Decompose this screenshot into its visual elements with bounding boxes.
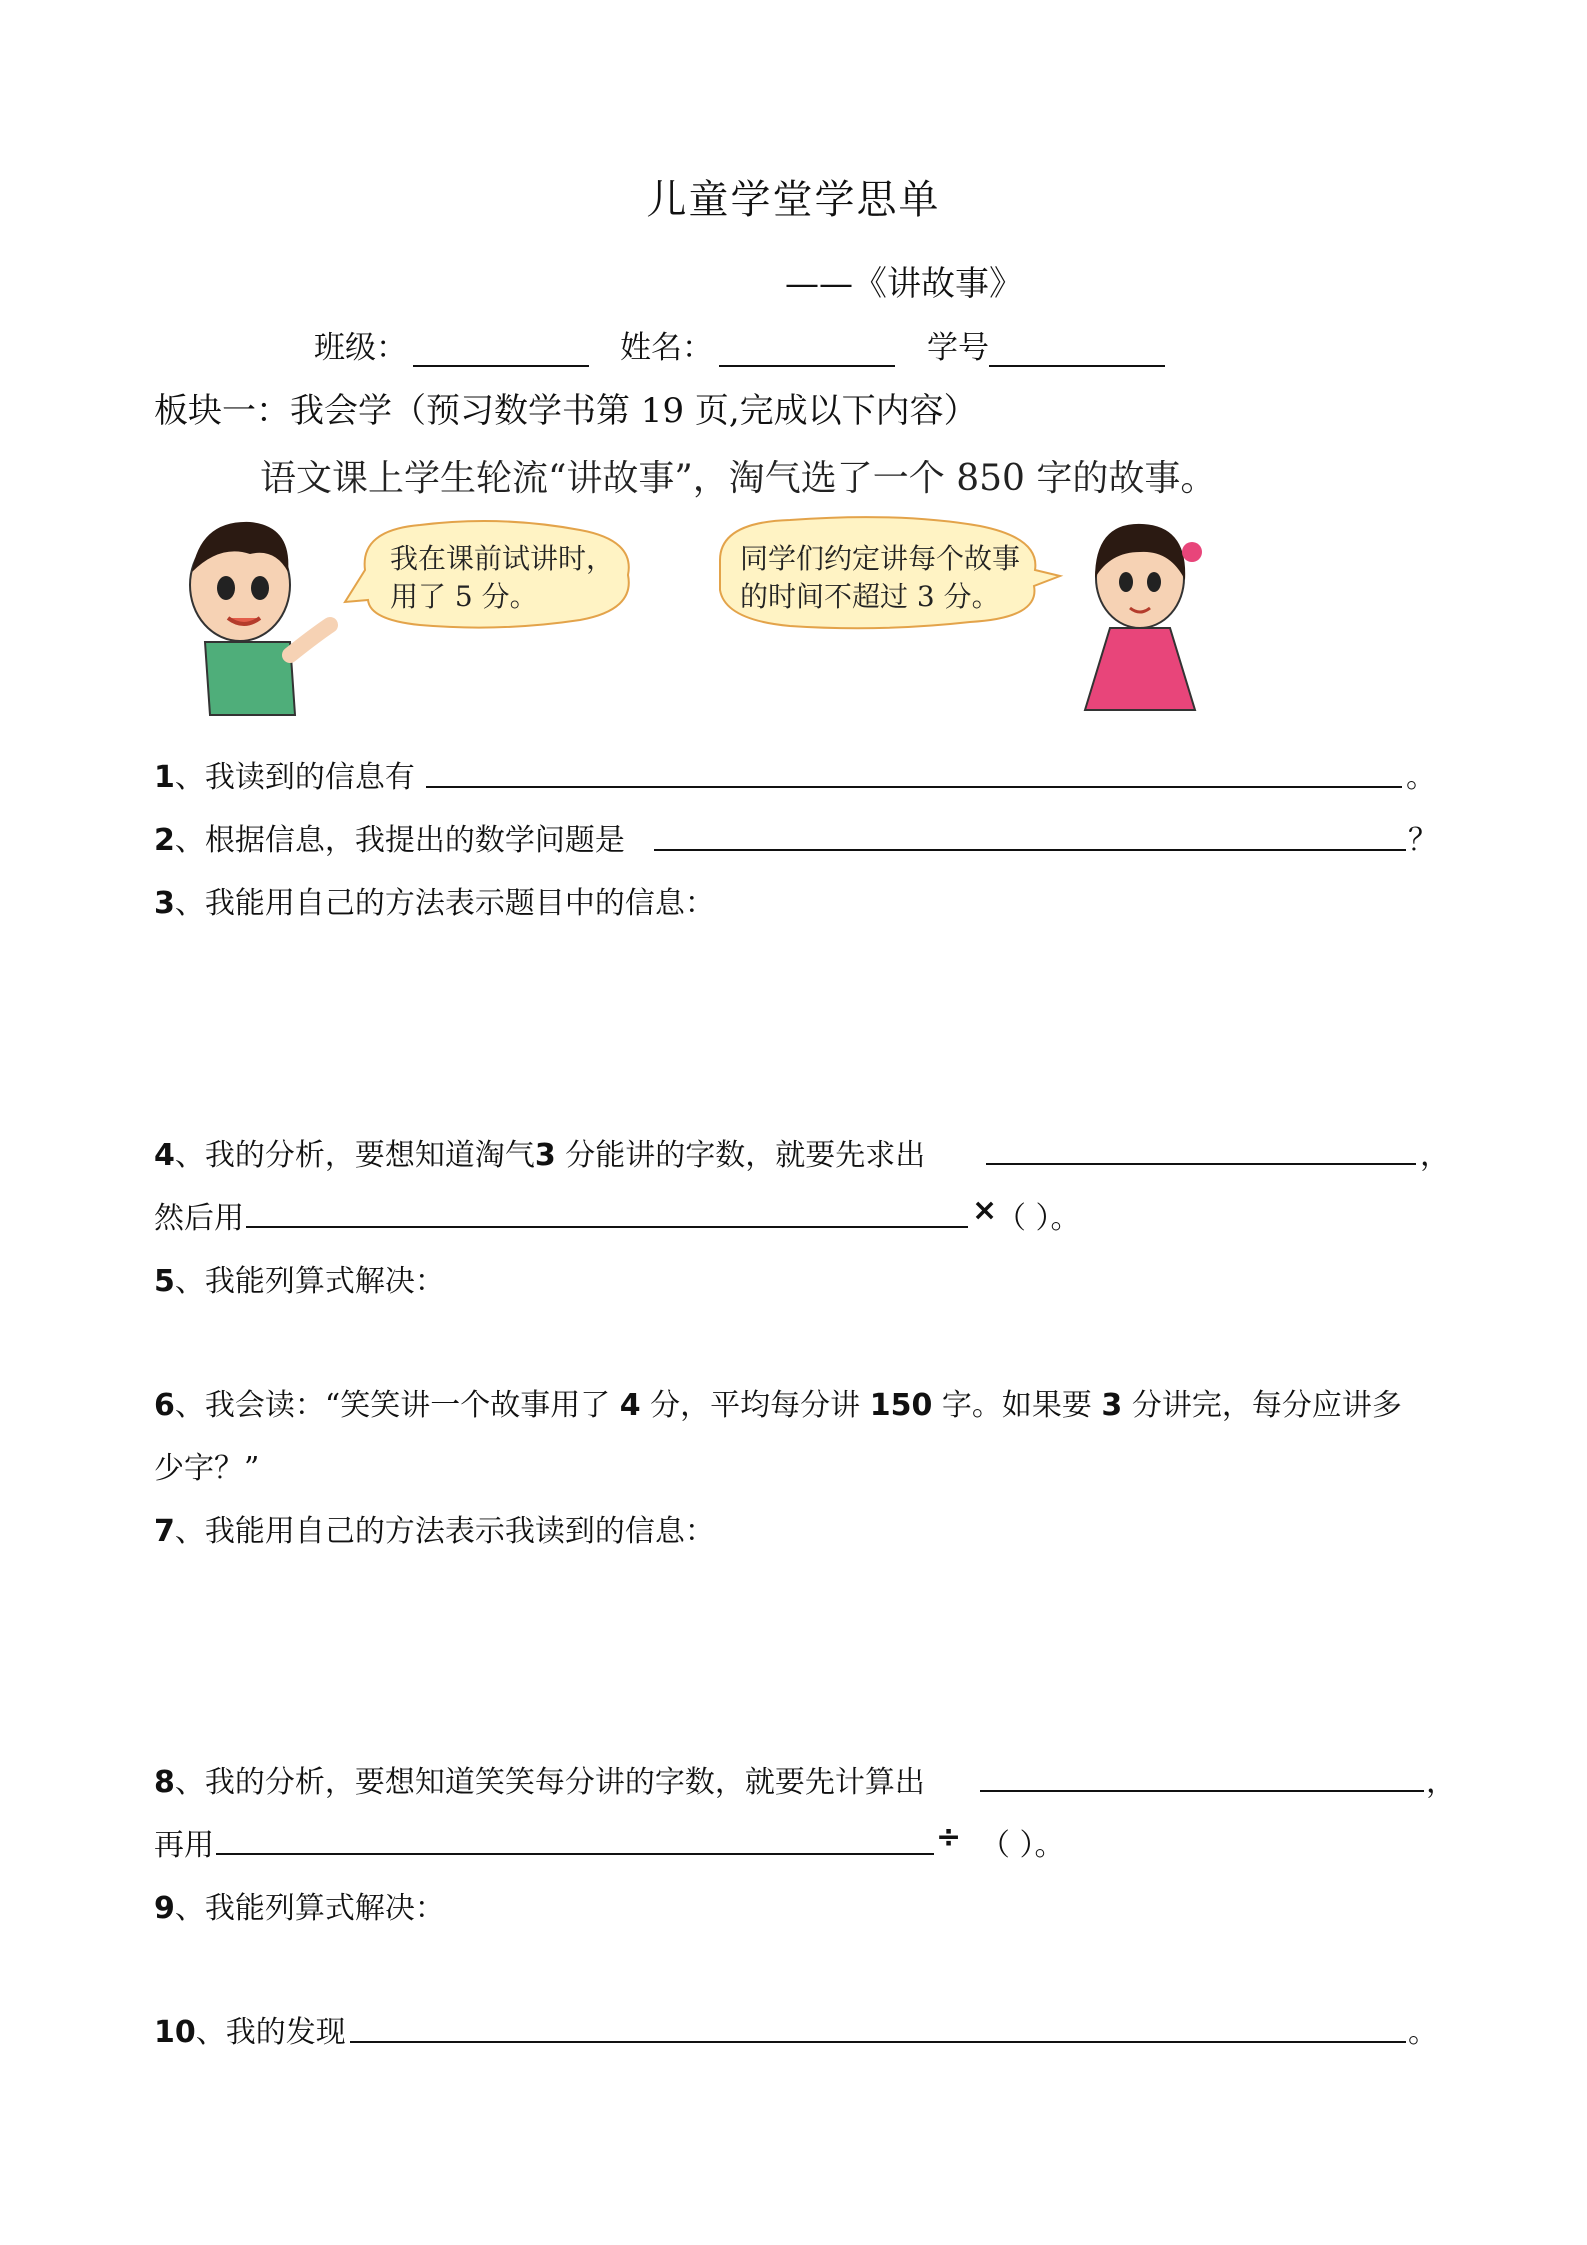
section-heading: 板块一：我会学（预习数学书第 19 页,完成以下内容）: [154, 391, 978, 431]
q4-operator: ×: [972, 1193, 998, 1228]
boy-speech-bubble: [345, 521, 629, 628]
name-field[interactable]: [620, 322, 895, 367]
answer-line-8a[interactable]: [980, 1790, 1424, 1792]
illustration-caption: 语文课上学生轮流“讲故事”，淘气选了一个 850 字的故事。: [260, 460, 1217, 499]
girl-speech-bubble: [720, 517, 1060, 628]
boy-figure: [190, 522, 330, 715]
class-label: 班级：: [314, 330, 407, 366]
question-6: 6、我会读：“笑笑讲一个故事用了 4 分，平均每分讲 150 字。如果要 3 分讲完，每分应讲多: [154, 1388, 1402, 1423]
q10-end: 。: [1408, 2015, 1438, 2050]
boy-bubble-line2: 用了 5 分。: [390, 580, 538, 613]
id-label: 学号: [927, 330, 989, 366]
illustration-svg: [180, 460, 1300, 730]
question-7: 7、我能用自己的方法表示我读到的信息：: [154, 1514, 715, 1549]
q8-line2-label: 再用: [154, 1828, 214, 1863]
q4-paren-blank[interactable]: （ ）。: [996, 1201, 1081, 1236]
girl-figure: [1085, 524, 1202, 710]
story-illustration: [180, 460, 1300, 730]
q4-line2-label: 然后用: [154, 1201, 244, 1236]
q2-end: ？: [1408, 823, 1438, 858]
name-label: 姓名：: [620, 330, 713, 366]
question-4: 4、我的分析，要想知道淘气3 分能讲的字数，就要先求出: [154, 1138, 926, 1173]
question-10: 10、我的发现: [154, 2015, 346, 2050]
page-title: 儿童学堂学思单: [646, 177, 941, 223]
answer-area-9[interactable]: [154, 1925, 1434, 1995]
answer-area-3[interactable]: [154, 925, 1434, 1125]
page-subtitle: ——《讲故事》: [785, 264, 1023, 304]
q8-end: ，: [1426, 1765, 1456, 1800]
q1-end: 。: [1406, 760, 1436, 795]
class-blank[interactable]: [413, 335, 589, 367]
answer-line-1[interactable]: [426, 786, 1402, 788]
answer-area-5[interactable]: [154, 1300, 1434, 1370]
answer-line-4a[interactable]: [986, 1163, 1416, 1165]
question-2: 2、根据信息，我提出的数学问题是: [154, 823, 625, 858]
question-8: 8、我的分析，要想知道笑笑每分讲的字数，就要先计算出: [154, 1765, 925, 1800]
question-3: 3、我能用自己的方法表示题目中的信息：: [154, 886, 715, 921]
answer-line-2[interactable]: [654, 849, 1406, 851]
answer-line-4b[interactable]: [246, 1226, 968, 1228]
q4-end: ，: [1420, 1138, 1450, 1173]
boy-bubble-line1: 我在课前试讲时，: [390, 542, 615, 575]
class-field[interactable]: [314, 322, 589, 367]
answer-area-7[interactable]: [154, 1555, 1434, 1745]
name-blank[interactable]: [719, 335, 895, 367]
id-field[interactable]: [927, 322, 1165, 367]
girl-bubble-line1: 同学们约定讲每个故事: [740, 542, 1021, 575]
q8-operator: ÷: [936, 1820, 962, 1855]
answer-line-10[interactable]: [350, 2041, 1406, 2043]
question-9: 9、我能列算式解决：: [154, 1891, 445, 1926]
question-1: 1、我读到的信息有: [154, 760, 415, 795]
girl-bubble-line2: 的时间不超过 3 分。: [740, 580, 1000, 613]
id-blank[interactable]: [989, 335, 1165, 367]
q8-paren-blank[interactable]: （ ）。: [980, 1828, 1065, 1863]
question-6-line2: 少字？”: [154, 1451, 260, 1486]
answer-line-8b[interactable]: [216, 1853, 934, 1855]
question-5: 5、我能列算式解决：: [154, 1264, 445, 1299]
